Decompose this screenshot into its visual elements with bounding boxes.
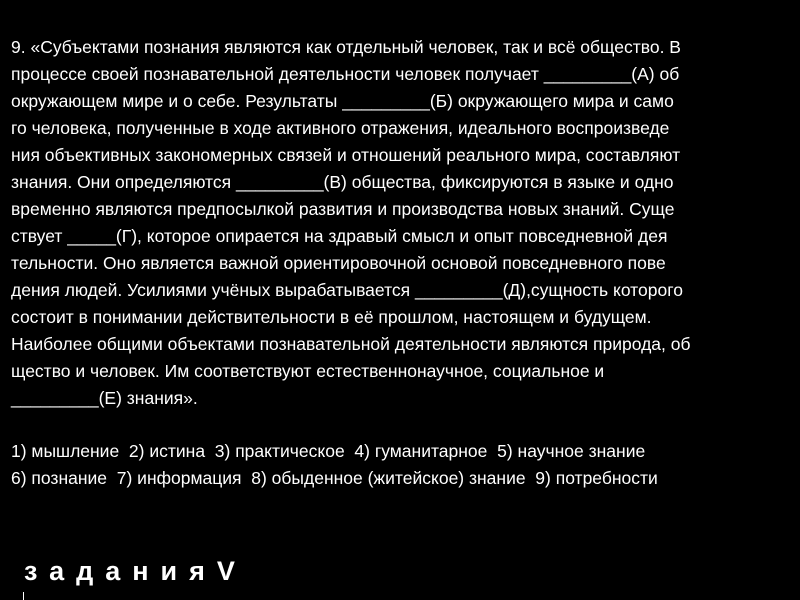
question-line: ния объективных закономерных связей и отношений реального мира, составляют xyxy=(11,145,681,165)
answer-options xyxy=(11,438,796,492)
footer-label: заданияV xyxy=(24,556,247,586)
question-line: дения людей. Усилиями учёных вырабатывается _________(Д),сущность которого xyxy=(11,280,683,300)
options-line: 1) мышление 2) истина 3) практическое 4) гуманитарное 5) научное знание xyxy=(11,441,646,461)
question-line: щество и человек. Им соответствуют естественнонаучное, социальное и xyxy=(11,361,605,381)
question-text xyxy=(11,34,796,412)
question-line: временно являются предпосылкой развития и производства новых знаний. Суще xyxy=(11,199,675,219)
question-line: тельности. Оно является важной ориентировочной основой повседневного пове xyxy=(11,253,666,273)
question-line: Наиболее общими объектами познавательной деятельности являются природа, об xyxy=(11,334,691,354)
question-line: _________(Е) знания». xyxy=(11,388,198,408)
question-line: знания. Они определяются _________(В) общества, фиксируются в языке и одно xyxy=(11,172,674,192)
question-line: ствует _____(Г), которое опирается на здравый смысл и опыт повседневной дея xyxy=(11,226,668,246)
footer-divider xyxy=(23,592,24,600)
question-line: го человека, полученные в ходе активного отражения, идеального воспроизведе xyxy=(11,118,670,138)
question-line: 9. «Субъектами познания являются как отдельный человек, так и всё общество. В xyxy=(11,37,681,57)
question-line: окружающем мире и о себе. Результаты _________(Б) окружающего мира и само xyxy=(11,91,674,111)
options-line: 6) познание 7) информация 8) обыденное (житейское) знание 9) потребности xyxy=(11,468,658,488)
question-line: состоит в понимании действительности в её прошлом, настоящем и будущем. xyxy=(11,307,652,327)
question-line: процессе своей познавательной деятельности человек получает _________(А) об xyxy=(11,64,680,84)
